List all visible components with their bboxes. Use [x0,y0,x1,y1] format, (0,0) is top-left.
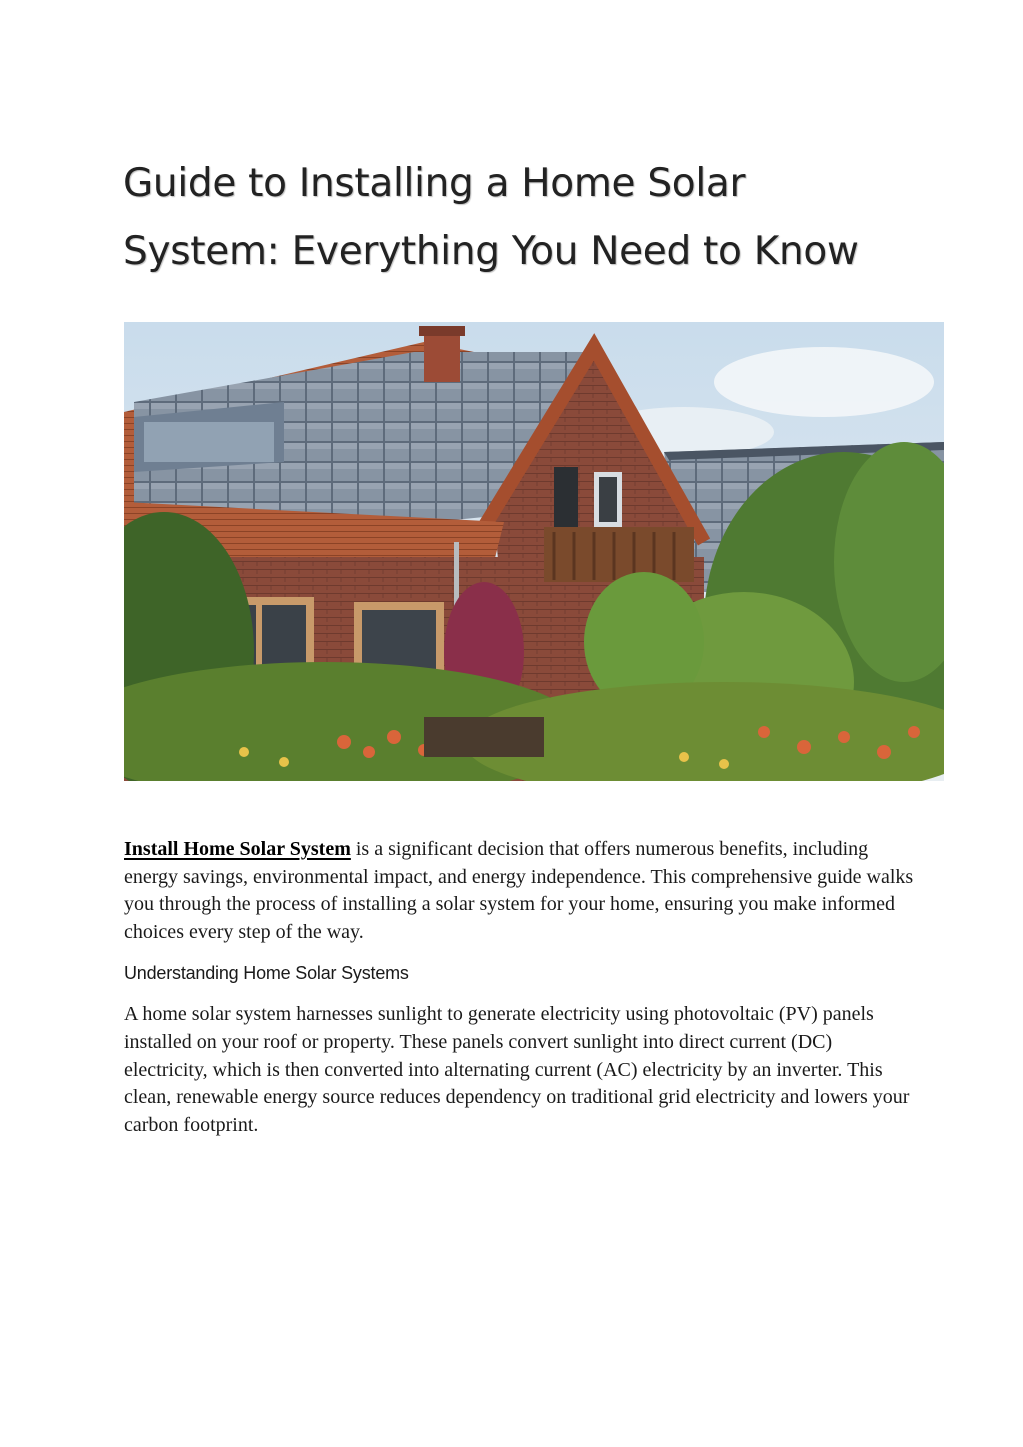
page-title [123,150,923,286]
article-body [124,836,914,1139]
section-heading: Understanding Home Solar Systems [124,963,409,984]
install-home-solar-link[interactable]: Install Home Solar System [124,838,351,860]
hero-image [124,322,944,781]
intro-paragraph [124,836,914,946]
title-line-1: Guide to Installing a Home Solar [123,161,746,206]
intro-text: is a significant decision that offers numerous benefits, including energy savings, environmental impact, and energy independence. This comprehensive guide walks you through the process of installing a solar system for your home, ensuring you make informed choices every step of the way. [124,838,914,943]
title-line-2: System: Everything You Need to Know [123,229,859,274]
section-paragraph: A home solar system harnesses sunlight to generate electricity using photovoltaic (PV) panels installed on your roof or property. These panels convert sunlight into direct current (DC) electricity, which is then converted into alternating current (AC) electricity by an inverter. This clean, renewable energy source reduces dependency on traditional grid electricity and lowers your carbon footprint. [124,1003,910,1136]
